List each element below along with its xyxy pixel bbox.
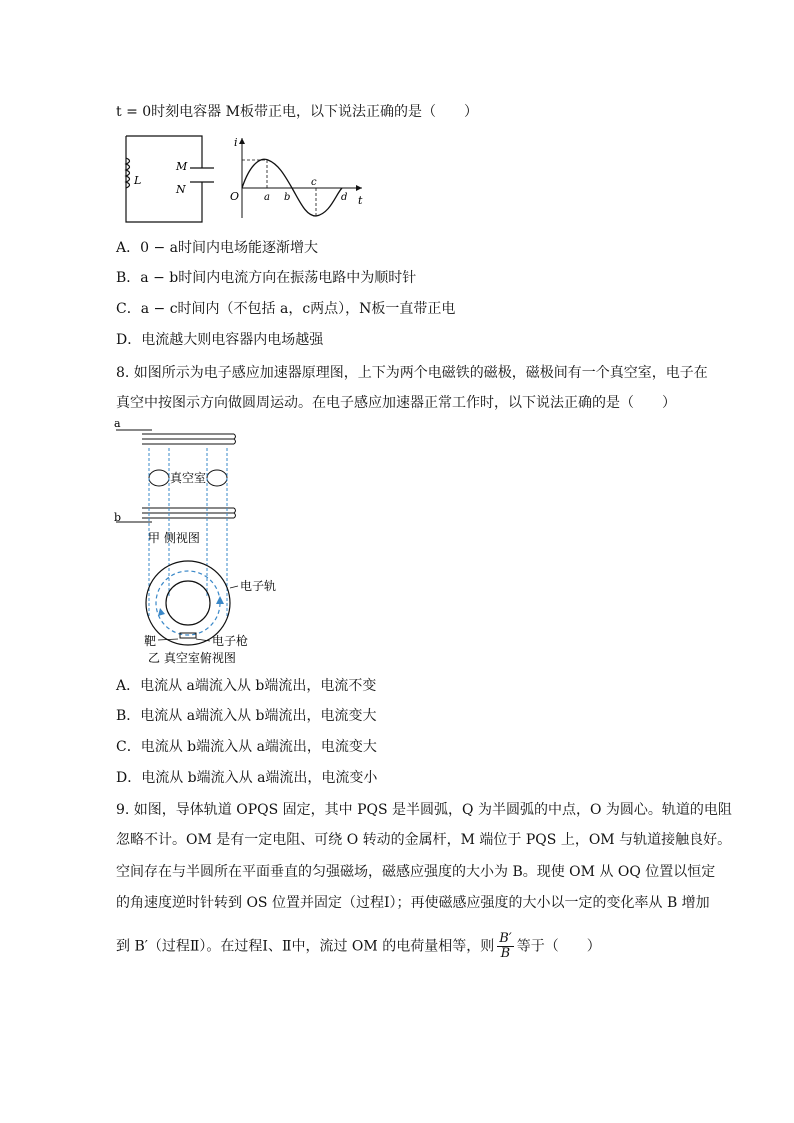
q7-option-a: A．0 − a时间内电场能逐渐增大 <box>116 240 318 256</box>
origin-label: O <box>230 190 240 203</box>
current-time-graph <box>239 138 362 218</box>
t-axis-label: t <box>358 194 363 207</box>
b-ratio-fraction <box>497 932 514 961</box>
inductor-label: L <box>134 174 142 187</box>
fraction-denominator: B <box>500 946 511 961</box>
terminal-b-label: b <box>114 511 122 524</box>
target-label: 靶 <box>144 634 157 648</box>
q8-option-b: B．电流从 a端流入从 b端流出，电流变大 <box>116 708 377 724</box>
side-view-caption: 甲 侧视图 <box>148 531 200 545</box>
tick-d-label: d <box>341 192 348 203</box>
i-axis-label: i <box>234 136 238 149</box>
q8-stem-line1: 8. 如图所示为电子感应加速器原理图，上下为两个电磁铁的磁极，磁极间有一个真空室，电子在 <box>116 365 708 381</box>
q9-line5 <box>116 932 601 961</box>
q8-figure <box>112 418 392 668</box>
electron-orbit-label: 电子轨 <box>240 579 277 593</box>
q9-line5-pre: 到 B′（过程Ⅱ）。在过程Ⅰ、Ⅱ中，流过 OM 的电荷量相等，则 <box>116 938 495 955</box>
q8-option-d: D．电流从 b端流入从 a端流出，电流变小 <box>116 770 378 786</box>
plate-n-label: N <box>176 183 186 196</box>
q8-option-c: C．电流从 b端流入从 a端流出，电流变大 <box>116 739 377 755</box>
q7-figure <box>118 130 378 230</box>
electron-gun-label: 电子枪 <box>212 634 249 648</box>
vacuum-chamber-label: 真空室 <box>170 471 207 485</box>
q8-option-a: A．电流从 a端流入从 b端流出，电流不变 <box>116 678 377 694</box>
q8-stem-line2: 真空中按图示方向做圆周运动。在电子感应加速器正常工作时，以下说法正确的是（ ） <box>116 395 676 411</box>
tick-c-label: c <box>311 177 317 188</box>
tick-b-label: b <box>284 192 291 203</box>
top-view-diagram <box>146 561 238 645</box>
q7-option-c: C．a − c时间内（不包括 a，c两点），N板一直带正电 <box>116 301 456 317</box>
q7-option-d: D．电流越大则电容器内电场越强 <box>116 332 324 348</box>
q9-line2: 忽略不计。OM 是有一定电阻、可绕 O 转动的金属杆，M 端位于 PQS 上，OM 与轨道接触良好。 <box>116 832 732 848</box>
top-view-caption: 乙 真空室俯视图 <box>148 651 236 665</box>
q7-option-b: B．a − b时间内电流方向在振荡电路中为顺时针 <box>116 270 417 286</box>
q9-line4: 的角速度逆时针转到 OS 位置并固定（过程Ⅰ）；再使磁感应强度的大小以一定的变化率从 B 增加 <box>116 895 710 911</box>
fraction-numerator: B′ <box>499 931 512 946</box>
q9-line5-post: 等于（ ） <box>516 938 601 955</box>
q9-line3: 空间存在与半圆所在平面垂直的匀强磁场，磁感应强度的大小为 B。现使 OM 从 OQ 位置以恒定 <box>116 864 716 880</box>
terminal-a-label: a <box>114 418 121 430</box>
tick-a-label: a <box>264 192 270 203</box>
q9-line1: 9. 如图，导体轨道 OPQS 固定，其中 PQS 是半圆弧，Q 为半圆弧的中点，O 为圆心。轨道的电阻 <box>116 802 732 818</box>
plate-m-label: M <box>176 160 188 173</box>
q7-stem: t = 0时刻电容器 M板带正电，以下说法正确的是（ ） <box>116 104 478 120</box>
